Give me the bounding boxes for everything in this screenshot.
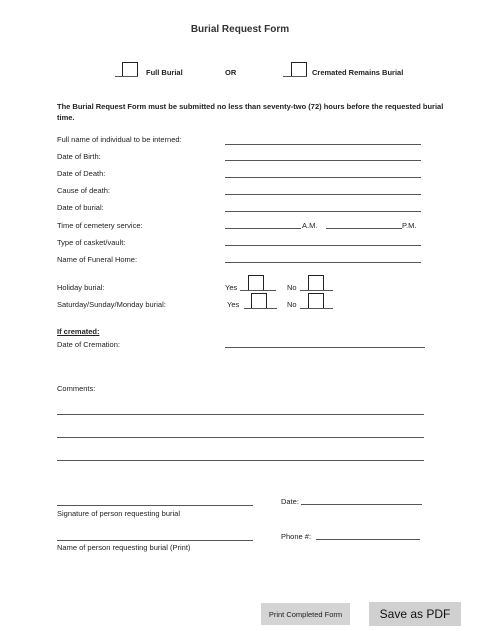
- comments-label: Comments:: [57, 384, 96, 393]
- holiday-no-checkbox[interactable]: [308, 275, 324, 291]
- dod-label: Date of Death:: [57, 169, 106, 178]
- am-label: A.M.: [302, 221, 318, 230]
- holiday-no-underline: [300, 290, 333, 291]
- cause-label: Cause of death:: [57, 186, 110, 195]
- phone-line[interactable]: [316, 539, 420, 540]
- dob-line[interactable]: [225, 160, 421, 161]
- cremation-date-label: Date of Cremation:: [57, 340, 120, 349]
- holiday-yes-label: Yes: [225, 283, 238, 292]
- holiday-label: Holiday burial:: [57, 283, 105, 292]
- date-line[interactable]: [301, 504, 422, 505]
- casket-label: Type of casket/vault:: [57, 238, 126, 247]
- date-label: Date:: [281, 497, 299, 506]
- holiday-yes-underline: [240, 290, 276, 291]
- funeral-home-label: Name of Funeral Home:: [57, 255, 138, 264]
- burial-date-line[interactable]: [225, 211, 421, 212]
- dob-label: Date of Birth:: [57, 152, 101, 161]
- weekend-yes-label: Yes: [227, 300, 240, 309]
- comments-line-2[interactable]: [57, 437, 424, 438]
- print-name-line[interactable]: [57, 540, 253, 541]
- service-time-label: Time of cemetery service:: [57, 221, 143, 230]
- weekend-no-underline: [300, 308, 333, 309]
- weekend-no-checkbox[interactable]: [308, 293, 324, 309]
- cremated-label: Cremated Remains Burial: [312, 68, 404, 77]
- dod-line[interactable]: [225, 177, 421, 178]
- pm-line[interactable]: [326, 228, 402, 229]
- holiday-yes-checkbox[interactable]: [248, 275, 264, 291]
- print-name-label: Name of person requesting burial (Print): [57, 543, 191, 552]
- weekend-yes-checkbox[interactable]: [251, 293, 267, 309]
- comments-line-1[interactable]: [57, 414, 424, 415]
- weekend-yes-underline: [244, 308, 277, 309]
- form-title: Burial Request Form: [190, 24, 290, 35]
- casket-line[interactable]: [225, 245, 421, 246]
- holiday-no-label: No: [287, 283, 297, 292]
- if-cremated-heading: If cremated:: [57, 327, 100, 336]
- cause-line[interactable]: [225, 194, 421, 195]
- print-completed-form-button[interactable]: Print Completed Form: [261, 603, 350, 625]
- full-name-line[interactable]: [225, 144, 421, 145]
- cremated-checkbox[interactable]: [291, 62, 307, 77]
- comments-line-3[interactable]: [57, 460, 424, 461]
- weekend-label: Saturday/Sunday/Monday burial:: [57, 300, 166, 309]
- or-label: OR: [225, 68, 237, 77]
- signature-label: Signature of person requesting burial: [57, 509, 180, 518]
- funeral-home-line[interactable]: [225, 262, 421, 263]
- am-line[interactable]: [225, 228, 301, 229]
- full-burial-label: Full Burial: [146, 68, 183, 77]
- cremated-underline: [283, 76, 307, 77]
- phone-label: Phone #:: [281, 532, 312, 541]
- submission-notice: The Burial Request Form must be submitted no less than seventy-two (72) hours before the requested burial time.: [57, 102, 444, 122]
- full-burial-underline: [115, 76, 138, 77]
- cremation-date-line[interactable]: [225, 347, 425, 348]
- weekend-no-label: No: [287, 300, 297, 309]
- burial-date-label: Date of burial:: [57, 203, 104, 212]
- save-as-pdf-button[interactable]: Save as PDF: [369, 602, 461, 626]
- full-name-label: Full name of individual to be interned:: [57, 135, 182, 144]
- pm-label: P.M.: [402, 221, 417, 230]
- full-burial-checkbox[interactable]: [122, 62, 138, 77]
- signature-line[interactable]: [57, 505, 253, 506]
